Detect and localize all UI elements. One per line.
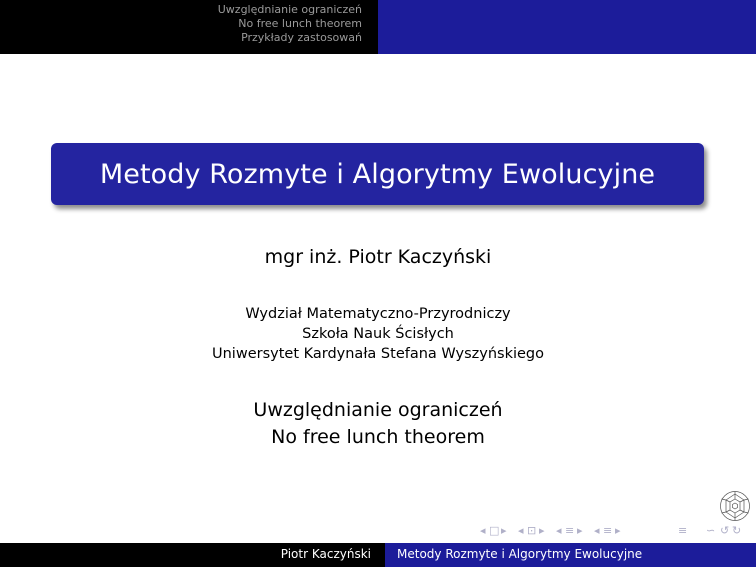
subtitle-line-2: No free lunch theorem [271, 426, 485, 448]
subsection-prev-icon[interactable]: ◂ [518, 524, 524, 537]
back-icon[interactable]: ↺ [720, 524, 730, 537]
section-prev-icon[interactable]: ◂ [556, 524, 562, 537]
institution-faculty: Wydział Matematyczno-Przyrodniczy [245, 306, 511, 322]
search-icon[interactable]: ∽ [706, 524, 716, 537]
header-right [378, 0, 756, 54]
beamer-nav-controls [480, 524, 750, 540]
institution [0, 304, 756, 364]
footer-author: Piotr Kaczyński [280, 547, 371, 561]
part-icon[interactable]: ≡ [603, 524, 613, 537]
nav-item-nfl[interactable]: No free lunch theorem [238, 17, 362, 30]
footer-left [0, 543, 385, 567]
footer-bar [0, 543, 756, 567]
subsection-next-icon[interactable]: ▸ [539, 524, 545, 537]
frame-icon[interactable]: □ [489, 524, 500, 537]
university-logo [719, 490, 751, 522]
footer-title: Metody Rozmyte i Algorytmy Ewolucyjne [397, 547, 643, 561]
nav-item-constraints[interactable]: Uwzględnianie ograniczeń [217, 3, 362, 16]
institution-university: Uniwersytet Kardynała Stefana Wyszyńskiego [212, 346, 544, 362]
header-bar [0, 0, 756, 54]
section-nav [218, 3, 362, 45]
title-block [51, 143, 704, 205]
frame-prev-icon[interactable]: ◂ [480, 524, 486, 537]
author-name: mgr inż. Piotr Kaczyński [264, 246, 492, 268]
subsection-icon[interactable]: ⊡ [527, 524, 537, 537]
subtitle [0, 397, 756, 451]
nav-item-examples[interactable]: Przykłady zastosowań [241, 31, 362, 44]
forward-icon[interactable]: ↻ [732, 524, 742, 537]
part-prev-icon[interactable]: ◂ [594, 524, 600, 537]
institution-school: Szkoła Nauk Ścisłych [302, 326, 454, 342]
document-icon[interactable]: ≡ [678, 524, 688, 537]
frame-next-icon[interactable]: ▸ [501, 524, 507, 537]
section-next-icon[interactable]: ▸ [577, 524, 583, 537]
header-left [0, 0, 378, 54]
section-icon[interactable]: ≡ [565, 524, 575, 537]
footer-right [385, 543, 756, 567]
part-next-icon[interactable]: ▸ [615, 524, 621, 537]
presentation-title: Metody Rozmyte i Algorytmy Ewolucyjne [99, 158, 656, 190]
subtitle-line-1: Uwzględnianie ograniczeń [253, 399, 503, 421]
